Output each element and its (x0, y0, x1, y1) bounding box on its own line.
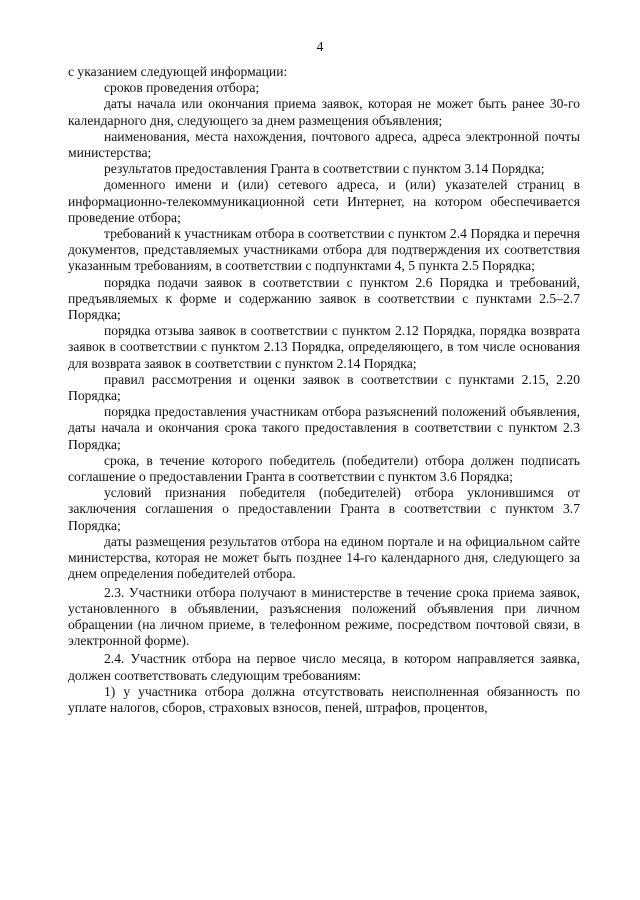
list-item-dates: даты начала или окончания приема заявок, которая не может быть ранее 30-го календарного дня, следующего за днем размещения объявления; (68, 96, 580, 128)
list-item-results-publication: даты размещения результатов отбора на едином портале и на официальном сайте министерства, которая не может быть позднее 14-го календарного дня, следующего за днем определения победителей отбора. (68, 533, 580, 582)
list-item-domain-name: доменного имени и (или) сетевого адреса, и (или) указателей страниц в информационно-телекоммуникационной сети Интернет, на котором обеспечивается проведение отбора; (68, 177, 580, 225)
document-body (68, 64, 580, 716)
list-item-submission-order: порядка подачи заявок в соответствии с пунктом 2.6 Порядка и требований, предъявляемых к форме и содержанию заявок в соответствии с пунктами 2.5–2.7 Порядка; (68, 274, 580, 323)
list-item-withdrawal-order: порядка отзыва заявок в соответствии с пунктом 2.12 Порядка, порядка возврата заявок в соответствии с пунктом 2.13 Порядка, определяющего, в том числе основания для возврата заявок в соответствии с пунктом 2.14 Порядка; (68, 323, 580, 371)
list-item-timing: сроков проведения отбора; (104, 80, 260, 96)
section-2-4: 2.4. Участник отбора на первое число месяца, в котором направляется заявка, должен соответствовать следующим требованиям: (68, 651, 580, 683)
list-item-grant-results: результатов предоставления Гранта в соответствии с пунктом 3.14 Порядка; (104, 161, 545, 177)
section-2-4-item-1: 1) у участника отбора должна отсутствовать неисполненная обязанность по уплате налогов, сборов, страховых взносов, пеней, штрафов, процентов, (68, 683, 580, 715)
list-item-ministry-contacts: наименования, места нахождения, почтового адреса, адреса электронной почты министерства; (68, 128, 580, 161)
paragraph-intro: с указанием следующей информации: (68, 64, 288, 79)
list-item-evasion-conditions: условий признания победителя (победителей) отбора уклонившимся от заключения соглашения о предоставлении Гранта в соответствии с пунктом 3.7 Порядка; (68, 485, 580, 533)
section-2-3: 2.3. Участники отбора получают в министерстве в течение срока приема заявок, установленного в объявлении, разъяснения положений объявления при личном обращении (на личном приеме, в телефонном режиме, посредством почтовой связи, в электронной форме). (68, 584, 580, 649)
page-number: 4 (316, 40, 324, 55)
list-item-clarifications: порядка предоставления участникам отбора разъяснений положений объявления, даты начала и окончания срока такого предоставления в соответствии с пунктом 2.3 Порядка; (68, 404, 580, 452)
list-item-review-rules: правил рассмотрения и оценки заявок в соответствии с пунктами 2.15, 2.20 Порядка; (68, 371, 580, 404)
list-item-agreement-term: срока, в течение которого победитель (победители) отбора должен подписать соглашение о предоставлении Гранта в соответствии с пунктом 3.6 Порядка; (68, 452, 580, 485)
list-item-requirements: требований к участникам отбора в соответствии с пунктом 2.4 Порядка и перечня документов, представляемых участниками отбора для подтверждения их соответствия указанным требованиям, в соответствии с подпунктами 4, 5 пункта 2.5 Порядка; (68, 226, 580, 274)
